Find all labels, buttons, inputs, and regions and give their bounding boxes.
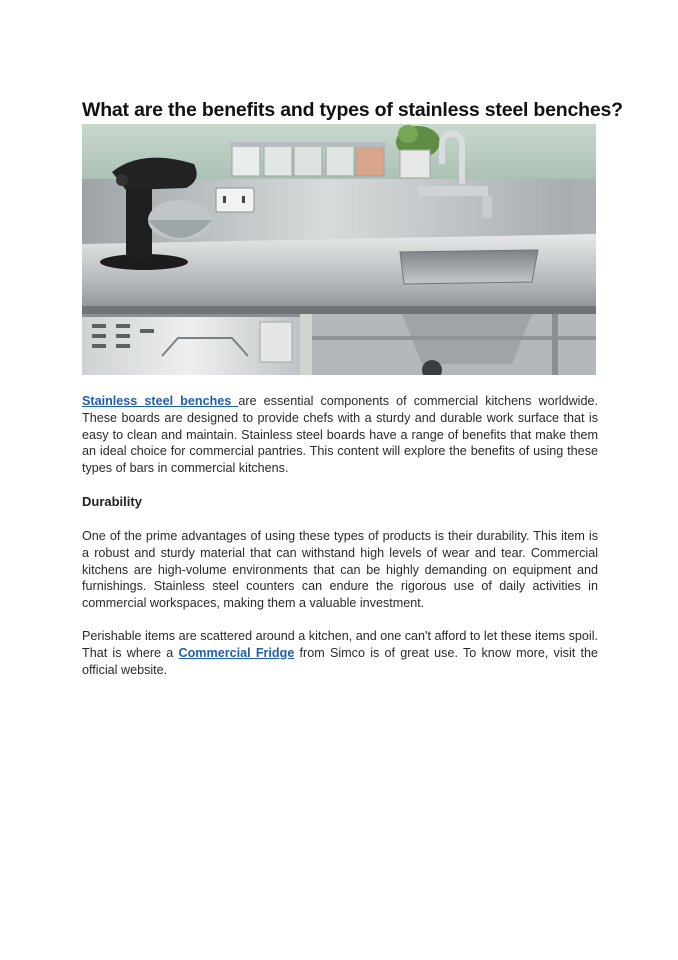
durability-heading: Durability <box>82 494 142 509</box>
intro-text: are essential components of commercial kitchens worldwide. These boards are designed to provide chefs with a sturdy and durable work surface that is easy to clean and maintain. Stainless steel boards have a range of benefits that make them an ideal choice for commercial pantries. This content will explore the benefits of using these types of bars in commercial kitchens. <box>82 394 598 476</box>
kitchen-photo <box>82 124 596 375</box>
fridge-paragraph <box>82 628 598 678</box>
fridge-text-before: Perishable items are scattered around a kitchen, and one can't afford to let these items spoil. That is where a <box>82 629 599 660</box>
stainless-steel-benches-link[interactable]: Stainless steel benches <box>82 394 239 408</box>
commercial-fridge-link[interactable]: Commercial Fridge <box>178 645 295 660</box>
article-title: What are the benefits and types of stainless steel benches? <box>82 99 623 122</box>
durability-paragraph: One of the prime advantages of using these types of products is their durability. This item is a robust and sturdy material that can withstand high levels of wear and tear. Commercial kitchens are high-volume environments that can be highly demanding on equipment and furnishings. Stainless steel counters can endure the rigorous use of daily activities in commercial workspaces, making them a valuable investment. <box>82 529 598 611</box>
fridge-text-after: from Simco is of great use. To know more, visit the official website. <box>82 645 598 677</box>
intro-paragraph <box>82 393 598 477</box>
